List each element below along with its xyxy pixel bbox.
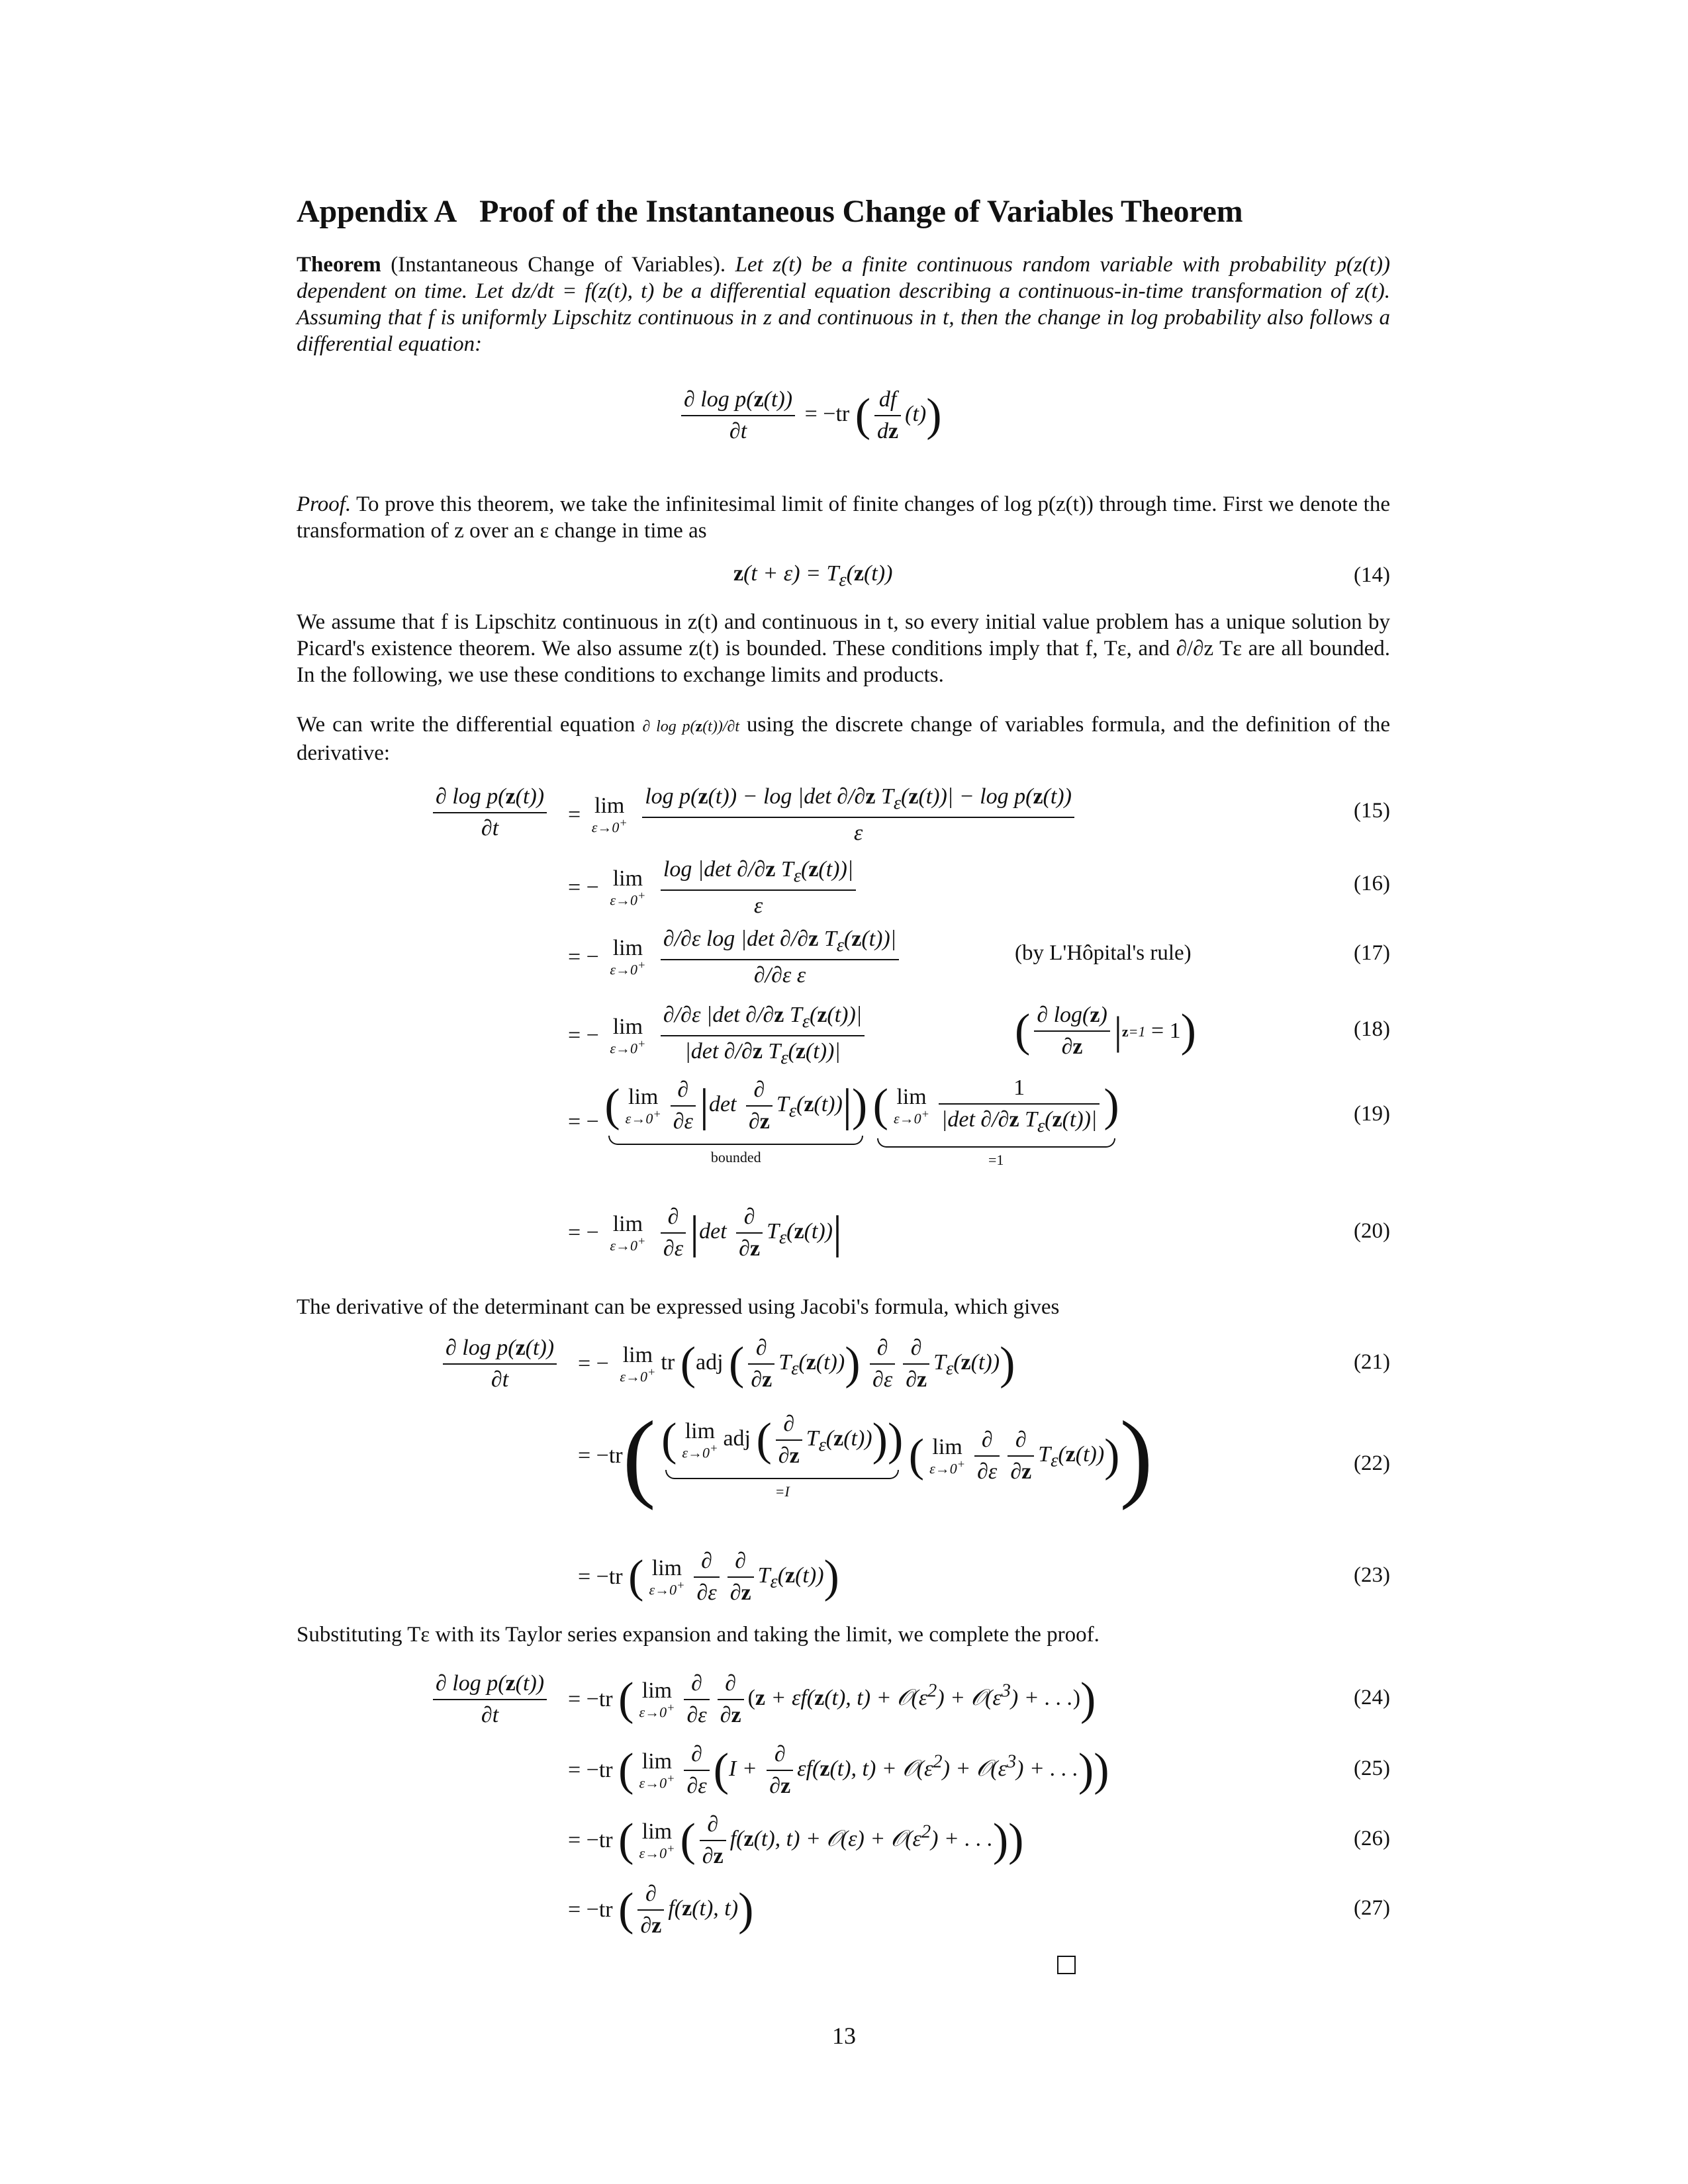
- page-number: 13: [832, 2023, 856, 2049]
- proof-paragraph-4: [297, 1294, 1390, 1320]
- equation-18: = − lim ε→0+ $\frac{\partial/\partial\varepsilon |\det \partial/\partial z T_\varepsilon(z(t))|}{|\det \partial/\partial z T_\varepsilon(z(t))|}$ ( $\frac{\partial \log(z)}{\partial z}$ |z=1 = 1) (18): [568, 1003, 1390, 1068]
- equation-number: (25): [1354, 1756, 1390, 1780]
- equals-identity-label: =I: [774, 1483, 790, 1500]
- theorem-statement: [297, 251, 1390, 357]
- equation-number: (24): [1354, 1686, 1390, 1709]
- equation-16: = − lim ε→0+ $\frac{\log |\det \partial/\partial z T_\varepsilon(z(t))|}{\varepsilon}$ (16): [568, 857, 1390, 918]
- equation-number: (19): [1354, 1102, 1390, 1126]
- equation-19: = − ( lim ε→0+ $\frac{\partial}{\partial\varepsilon}$ |det $\frac{\partial}{\partial z}$ $T_\varepsilon(z(t))|$) bounded ( lim ε→0+ $\frac{1}{|\det \partial/\partial z T_\varepsilon(z(t))|}$ ) =1 (19): [568, 1075, 1390, 1168]
- proof-text-3b: using the discrete change of variables formula, and the definition of the derivative:: [297, 713, 1391, 765]
- equation-21: $\frac{\text{∂ log p(z(t))}}{\partial t}$ = − lim ε→0+ tr (adj ( $\frac{\partial}{\partial z}$ $T_\varepsilon(z(t))$) $\frac{\partial}{\partial\varepsilon}$ $\frac{\partial}{\partial z}$ $T_\varepsilon(z(t))$) (21): [297, 1336, 1390, 1388]
- proof-text-5: Substituting Tε with its Taylor series expansion and taking the limit, we complete the proof.: [297, 1623, 1100, 1647]
- lhopital-note: (by L'Hôpital's rule): [1015, 941, 1192, 965]
- equation-24: $\frac{\text{∂ log p(z(t))}}{\partial t}$ = −tr ( lim ε→0+ $\frac{\partial}{\partial\varepsilon}$ $\frac{\partial}{\partial z}$ (z + εf(z(t), $t) + 𝒪(\varepsilon^2)$ + $𝒪(\varepsilon^3)$ + . . .)) (24): [297, 1671, 1390, 1724]
- equation-23: = −tr ( lim ε→0+ $\frac{\partial}{\partial\varepsilon}$ $\frac{\partial}{\partial z}$ $T_\varepsilon(z(t))$) (23): [578, 1549, 1390, 1605]
- equation-20: = − lim ε→0+ $\frac{\partial}{\partial\varepsilon}$ |det $\frac{\partial}{\partial z}$ $T_\varepsilon(z(t))|$ (20): [568, 1205, 1390, 1261]
- equals-one-label: =1: [988, 1151, 1004, 1168]
- theorem-name: (Instantaneous Change of Variables).: [391, 253, 726, 277]
- equation-number: (27): [1354, 1896, 1390, 1920]
- equation-22: = −tr( ( lim ε→0+ adj ( $\frac{\partial}{\partial z}$ $T_\varepsilon(z(t))$)) =I ( lim ε→0+ $\frac{\partial}{\partial\varepsilon}$ $\frac{\partial}{\partial z}$ $T_\varepsilon(z(t))$)) (22): [578, 1401, 1390, 1511]
- equation-26: = −tr ( lim ε→0+ ( $\frac{\partial}{\partial z}$ f(z(t), t) + 𝒪(ε) + $𝒪(\varepsilon^2)$ + . . .)) (26): [568, 1812, 1390, 1868]
- equation-number: (22): [1354, 1451, 1390, 1475]
- equation-number: (18): [1354, 1017, 1390, 1041]
- proof-text-2: We assume that f is Lipschitz continuous in z(t) and continuous in t, so every initial value problem has a unique solution by Picard's existence theorem. We also assume z(t) is bounded. These conditions imply that f, Tε, and ∂/∂z Tε are all bounded. In the following, we use these conditions to exchange limits and products.: [297, 610, 1390, 687]
- equation-14: $z(t + \varepsilon) = T_\varepsilon(z(t))$ (14): [733, 561, 1390, 590]
- section-heading: [297, 193, 1243, 230]
- proof-paragraph-5: [297, 1621, 1390, 1648]
- equation-number: (23): [1354, 1563, 1390, 1587]
- equation-number: (17): [1354, 941, 1390, 965]
- theorem-label: Theorem: [297, 253, 381, 277]
- bounded-label: bounded: [710, 1149, 761, 1166]
- proof-text-4: The derivative of the determinant can be expressed using Jacobi's formula, which gives: [297, 1295, 1060, 1319]
- qed-symbol: [1057, 1956, 1076, 1974]
- equation-15: $\frac{\text{∂ log p(z(t))}}{\partial t}$ = lim ε→0+ $\frac{\log p(z(t)) - \log |\det \partial/\partial z T_\varepsilon(z(t))| - \log p(z(t))}{\varepsilon}$ (15): [297, 784, 1390, 837]
- theorem-equation: $\frac{\text{∂ log p(z(t))}}{\partial t}$ = −tr ( $\frac{df}{dz}$ (t)): [297, 387, 1390, 440]
- equation-17: = − lim ε→0+ $\frac{\partial/\partial\varepsilon \log |\det \partial/\partial z T_\varepsilon(z(t))|}{\text{∂/∂ε ε}}$ (by L'Hôpital's rule) (17): [568, 927, 1390, 987]
- theorem-text: Let z(t) be a finite continuous random variable with probability p(z(t)) dependent on time. Let dz/dt = f(z(t), t) be a differential equation describing a continuous-in-time transformation of z(t). Assuming that f is uniformly Lipschitz continuous in z and continuous in t, then the change in log probability also follows a differential equation:: [297, 253, 1391, 356]
- equation-number: (21): [1354, 1350, 1390, 1374]
- equation-number: (15): [1354, 799, 1390, 823]
- proof-label: Proof.: [297, 492, 352, 516]
- proof-text-3a: We can write the differential equation: [297, 713, 635, 737]
- equation-27: = −tr ( $\frac{\partial}{\partial z}$ f(z(t), t)) (27): [568, 1882, 1390, 1938]
- appendix-title: Proof of the Instantaneous Change of Variables Theorem: [479, 194, 1243, 229]
- proof-paragraph-2: [297, 609, 1390, 688]
- equation-number: (26): [1354, 1827, 1390, 1850]
- equation-number: (20): [1354, 1219, 1390, 1243]
- equation-number: (16): [1354, 872, 1390, 895]
- equation-25: = −tr ( lim ε→0+ $\frac{\partial}{\partial\varepsilon}$ (I + $\frac{\partial}{\partial z}$ εf(z(t), $t) + 𝒪(\varepsilon^2)$ + $𝒪(\varepsilon^3)$ + . . .)) (25): [568, 1742, 1390, 1798]
- equation-number: (14): [1354, 563, 1390, 587]
- proof-text-1: To prove this theorem, we take the infinitesimal limit of finite changes of log p(z(t)) through time. First we denote the transformation of z over an ε change in time as: [297, 492, 1391, 543]
- proof-paragraph-3: We can write the differential equation ∂ log p(z(t))/∂t using the discrete change of variables formula, and the definition of the derivative:: [297, 713, 1391, 765]
- appendix-number: Appendix A: [297, 194, 457, 229]
- proof-paragraph-1: [297, 491, 1390, 544]
